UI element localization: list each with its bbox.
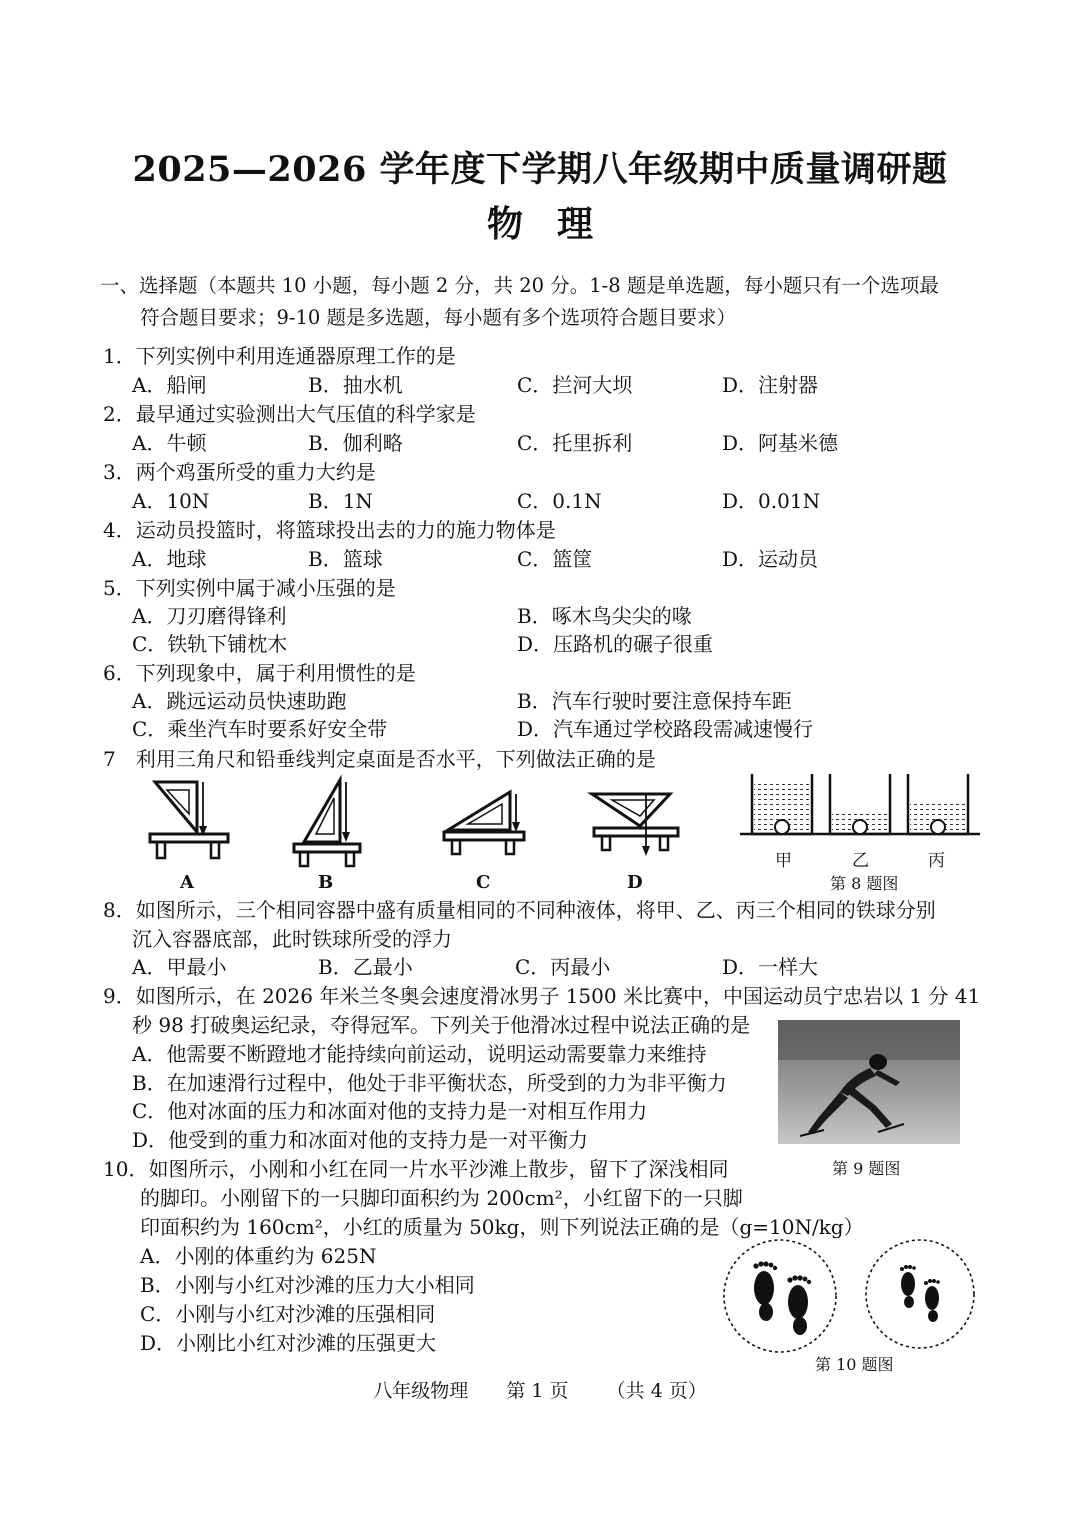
q8-figure-caption: 第 8 题图 <box>830 874 899 893</box>
q7-figure-c <box>440 790 530 860</box>
q9-option-a: A．他需要不断蹬地才能持续向前运动，说明运动需要靠力来维持 <box>132 1042 707 1066</box>
q6-stem: 6．下列现象中，属于利用惯性的是 <box>103 661 416 685</box>
q1-option-b: B．抽水机 <box>308 373 403 397</box>
q7-figure-b <box>290 778 370 870</box>
q8-option-d: D．一样大 <box>722 955 819 979</box>
q8-label-jia: 甲 <box>775 851 792 871</box>
q7-label-a: A <box>180 872 194 893</box>
q7-label-d: D <box>627 872 643 893</box>
q10-stem-line2: 的脚印。小刚留下的一只脚印面积约为 200cm²，小红留下的一只脚 <box>140 1186 743 1210</box>
q1-stem: 1．下列实例中利用连通器原理工作的是 <box>103 344 456 368</box>
q2-option-c: C．托里拆利 <box>517 431 633 455</box>
q3-option-c: C．0.1N <box>517 489 602 513</box>
q9-stem-line1: 9．如图所示，在 2026 年米兰冬奥会速度滑冰男子 1500 米比赛中，中国运动员宁忠岩以 1 分 41 <box>103 984 981 1008</box>
q5-option-a: A．刀刃磨得锋利 <box>132 604 287 628</box>
q3-option-d: D．0.01N <box>722 489 821 513</box>
q2-option-d: D．阿基米德 <box>722 431 839 455</box>
q10-option-b: B．小刚与小红对沙滩的压力大小相同 <box>140 1273 475 1297</box>
q8-stem-line2: 沉入容器底部，此时铁球所受的浮力 <box>132 927 452 951</box>
q7-figure-a <box>145 780 235 865</box>
q10-option-c: C．小刚与小红对沙滩的压强相同 <box>140 1302 436 1326</box>
q5-option-d: D．压路机的碾子很重 <box>517 632 714 656</box>
q4-option-d: D．运动员 <box>722 547 819 571</box>
q9-option-c: C．他对冰面的压力和冰面对他的支持力是一对相互作用力 <box>132 1099 648 1123</box>
q4-stem: 4．运动员投篮时，将篮球投出去的力的施力物体是 <box>103 518 556 542</box>
q8-option-c: C．丙最小 <box>515 955 611 979</box>
q2-option-b: B．伽利略 <box>308 431 403 455</box>
q7-figure-d <box>588 790 684 862</box>
subject-title: 物理 <box>486 203 627 245</box>
q1-option-c: C．拦河大坝 <box>517 373 633 397</box>
q2-stem: 2．最早通过实验测出大气压值的科学家是 <box>103 402 476 426</box>
q9-figure-skater-photo <box>778 1020 960 1144</box>
section-heading-line1: 一、选择题（本题共 10 小题，每小题 2 分，共 20 分。1-8 题是单选题，每小题只有一个选项最 <box>100 274 939 297</box>
q8-option-b: B．乙最小 <box>318 955 413 979</box>
q5-stem: 5．下列实例中属于减小压强的是 <box>103 576 396 600</box>
q8-figure-containers <box>740 772 980 842</box>
footer-subject: 八年级物理 <box>373 1380 469 1402</box>
q4-option-a: A．地球 <box>132 547 207 571</box>
q9-figure-caption: 第 9 题图 <box>832 1159 901 1178</box>
q7-label-c: C <box>476 872 491 893</box>
q8-label-yi: 乙 <box>852 851 869 871</box>
q10-stem-line1: 10．如图所示，小刚和小红在同一片水平沙滩上散步，留下了深浅相同 <box>103 1157 729 1181</box>
section-heading-line2: 符合题目要求；9-10 题是多选题，每小题有多个选项符合题目要求） <box>140 306 737 329</box>
q6-option-b: B．汽车行驶时要注意保持车距 <box>517 689 792 713</box>
q8-option-a: A．甲最小 <box>132 955 227 979</box>
q4-option-c: C．篮筐 <box>517 547 593 571</box>
page-footer <box>0 1376 1080 1403</box>
q10-figure-footprints <box>720 1236 980 1356</box>
q3-option-a: A．10N <box>132 489 210 513</box>
q3-stem: 3．两个鸡蛋所受的重力大约是 <box>103 460 376 484</box>
q8-stem-line1: 8．如图所示，三个相同容器中盛有质量相同的不同种液体，将甲、乙、丙三个相同的铁球分别 <box>103 898 936 922</box>
q10-option-a: A．小刚的体重约为 625N <box>140 1244 377 1268</box>
q10-option-d: D．小刚比小红对沙滩的压强更大 <box>140 1331 437 1355</box>
q7-label-b: B <box>318 872 334 893</box>
exam-title: 2025—2026 学年度下学期八年级期中质量调研题 <box>132 149 948 190</box>
q8-label-bing: 丙 <box>928 851 945 871</box>
q1-option-d: D．注射器 <box>722 373 819 397</box>
q9-option-d: D．他受到的重力和冰面对他的支持力是一对平衡力 <box>132 1128 589 1152</box>
q6-option-c: C．乘坐汽车时要系好安全带 <box>132 717 388 741</box>
q1-option-a: A．船闸 <box>132 373 207 397</box>
q7-stem: 7 利用三角尺和铅垂线判定桌面是否水平，下列做法正确的是 <box>103 747 656 771</box>
footer-page-number: 第 1 页 <box>506 1380 569 1402</box>
q3-option-b: B．1N <box>308 489 373 513</box>
q5-option-c: C．铁轨下铺枕木 <box>132 632 288 656</box>
q9-option-b: B．在加速滑行过程中，他处于非平衡状态，所受到的力为非平衡力 <box>132 1071 727 1095</box>
q2-option-a: A．牛顿 <box>132 431 207 455</box>
q10-stem-line3: 印面积约为 160cm²，小红的质量为 50kg，则下列说法正确的是（g=10N/kg） <box>140 1215 864 1239</box>
q6-option-d: D．汽车通过学校路段需减速慢行 <box>517 717 814 741</box>
q6-option-a: A．跳远运动员快速助跑 <box>132 689 347 713</box>
q10-figure-caption: 第 10 题图 <box>815 1355 894 1374</box>
q9-stem-line2: 秒 98 打破奥运纪录，夺得冠军。下列关于他滑冰过程中说法正确的是 <box>132 1013 751 1037</box>
q5-option-b: B．啄木鸟尖尖的喙 <box>517 604 692 628</box>
footer-total-pages: （共 4 页） <box>606 1380 707 1402</box>
q4-option-b: B．篮球 <box>308 547 383 571</box>
